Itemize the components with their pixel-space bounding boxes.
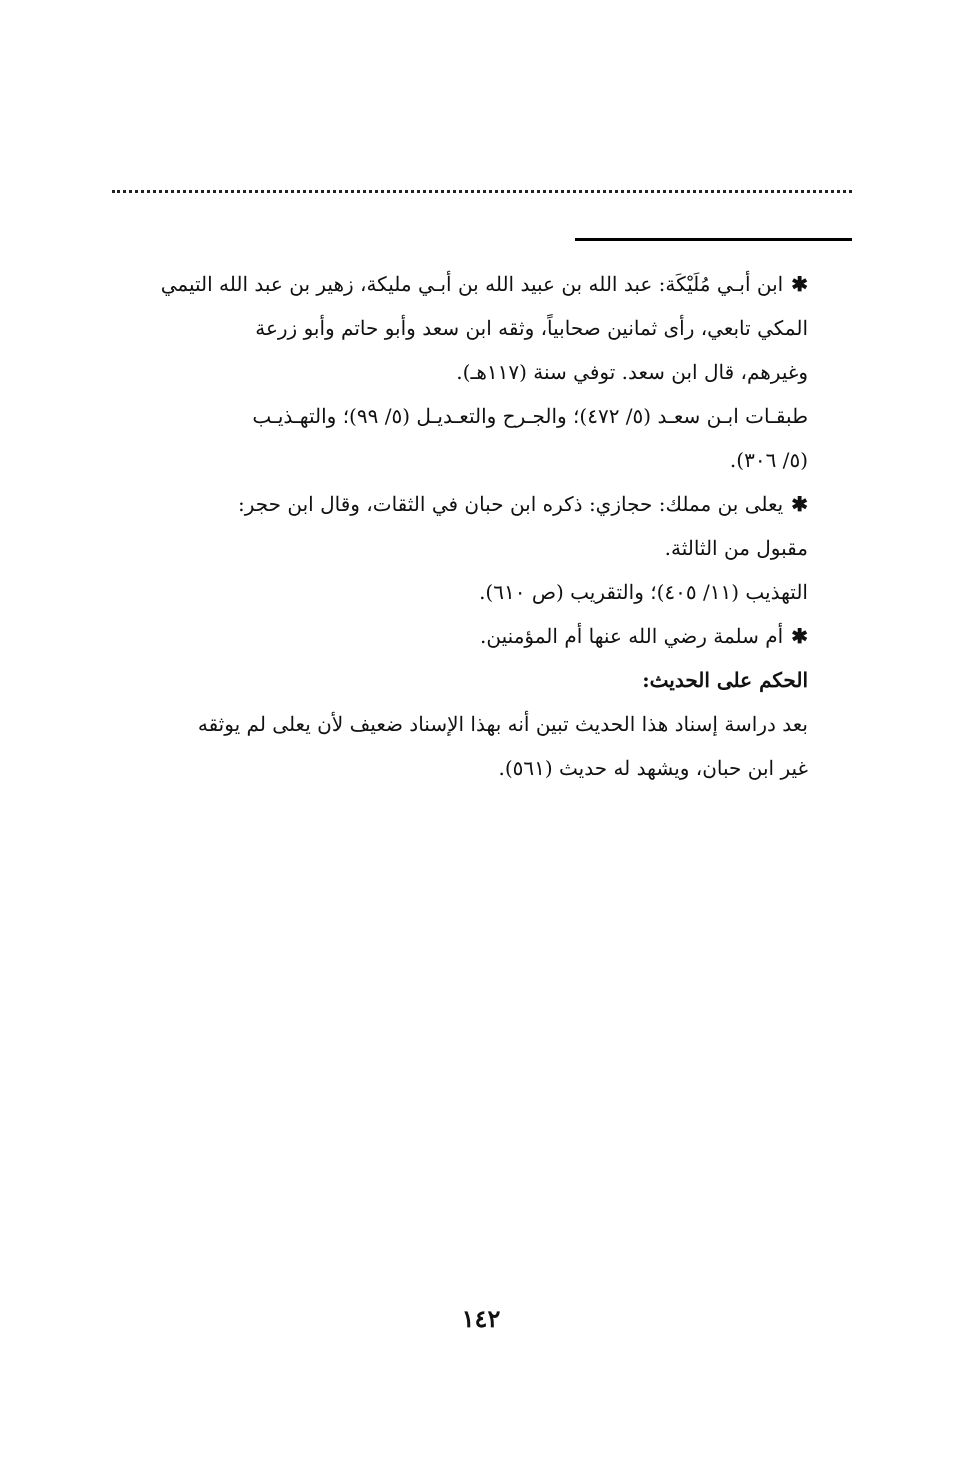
entry-ibn-abi-mulaykah <box>104 262 808 394</box>
asterisk-marker: ✱ <box>791 492 808 516</box>
ruling-section <box>104 658 808 790</box>
entry-references-2 <box>104 570 808 614</box>
entry-yala-bin-mamlak <box>104 482 808 570</box>
page-number: ١٤٢ <box>461 1304 501 1333</box>
footnote-rule <box>575 238 852 241</box>
text-line: غير ابن حبان، ويشهد له حديث (٥٦١). <box>498 756 808 780</box>
text-line: التهذيب (١١/ ٤٠٥)؛ والتقريب (ص ٦١٠). <box>479 580 808 604</box>
entry-umm-salama <box>104 614 808 658</box>
text-line: ✱أم سلمة رضي الله عنها أم المؤمنين. <box>104 614 808 658</box>
dotted-separator <box>112 190 852 193</box>
asterisk-marker: ✱ <box>791 272 808 296</box>
ruling-heading: الحكم على الحديث: <box>642 668 808 692</box>
body-text <box>104 262 808 790</box>
entry-references-1 <box>104 394 808 482</box>
text-line: (٥/ ٣٠٦). <box>729 448 808 472</box>
text-line: وغيرهم، قال ابن سعد. توفي سنة (١١٧هـ). <box>456 360 808 384</box>
text-line: ✱يعلى بن مملك: حجازي: ذكره ابن حبان في الثقات، وقال ابن حجر: <box>104 482 808 526</box>
text-line: بعد دراسة إسناد هذا الحديث تبين أنه بهذا الإسناد ضعيف لأن يعلى لم يوثقه <box>197 712 808 736</box>
asterisk-marker: ✱ <box>791 624 808 648</box>
text-line: مقبول من الثالثة. <box>664 536 808 560</box>
text-line: طبقـات ابـن سعـد (٥/ ٤٧٢)؛ والجـرح والتعـديـل (٥/ ٩٩)؛ والتهـذيـب <box>252 404 808 428</box>
text-line: المكي تابعي، رأى ثمانين صحابياً، وثقه ابن سعد وأبو حاتم وأبو زرعة <box>255 316 808 340</box>
text-line: ✱ابن أبـي مُلَيْكَة: عبد الله بن عبيد الله بن أبـي مليكة، زهير بن عبد الله التيمي <box>104 262 808 306</box>
